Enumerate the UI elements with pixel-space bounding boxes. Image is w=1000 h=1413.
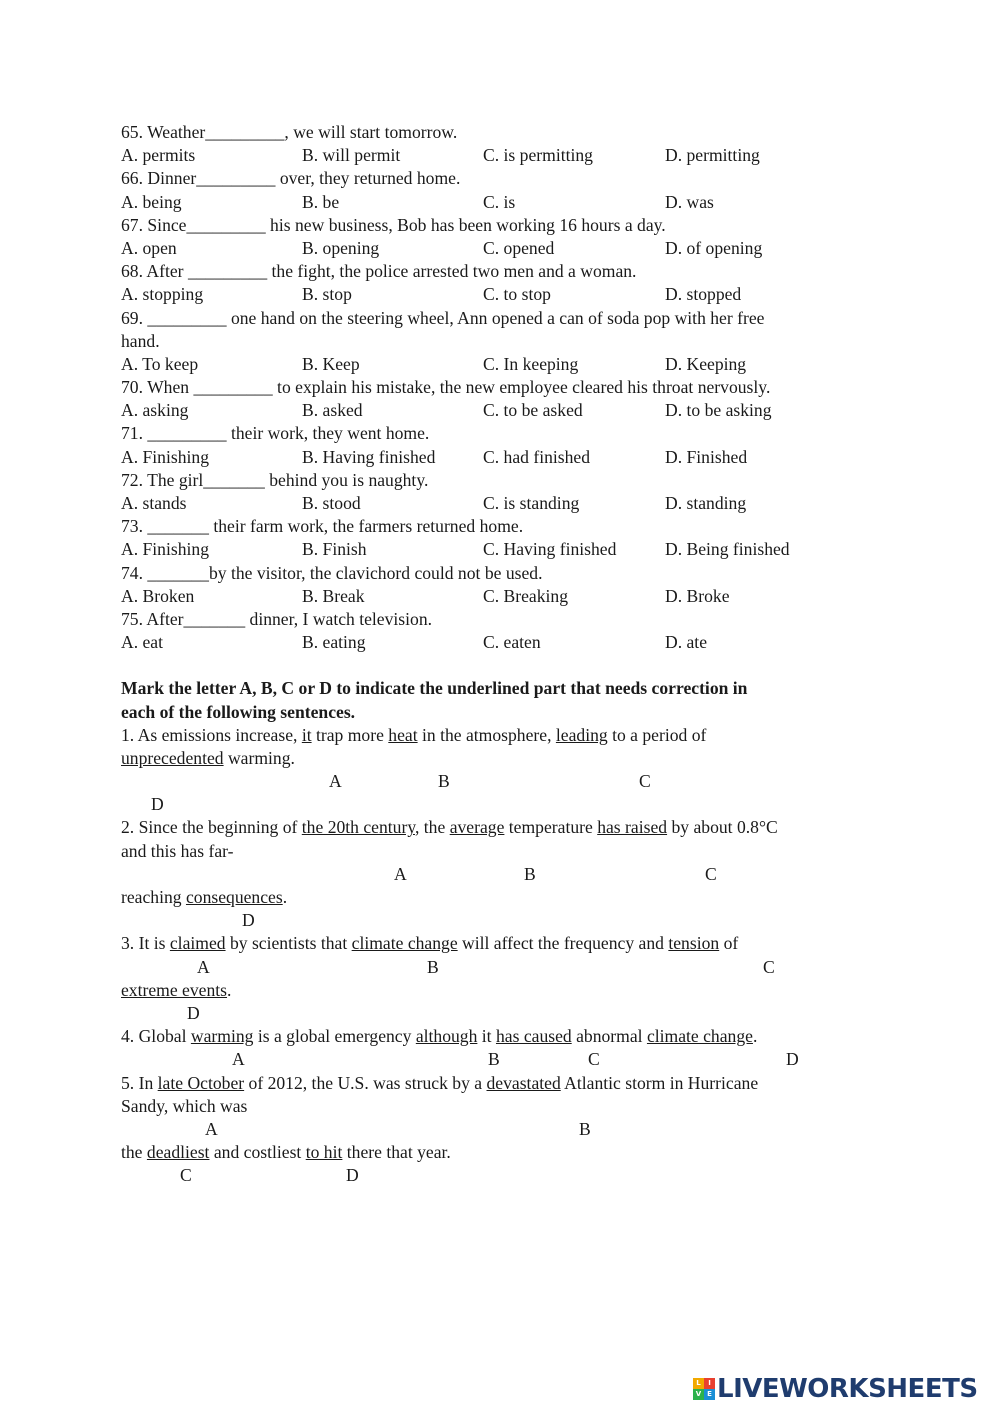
option-c[interactable]: C. to stop <box>483 284 551 305</box>
section-instruction <box>121 677 901 723</box>
underlined-part-a[interactable]: claimed <box>169 933 226 954</box>
letter-b: B <box>427 956 439 977</box>
option-a[interactable]: A. Broken <box>121 585 195 606</box>
underlined-part-b[interactable]: heat <box>388 724 418 745</box>
letter-a: A <box>232 1049 245 1070</box>
sentence-text: 5. In <box>121 1072 158 1093</box>
answer-letters <box>121 793 901 816</box>
question-stem: 65. Weather_________, we will start tomorrow. <box>121 122 458 142</box>
logo-mark-letter: V <box>693 1389 704 1400</box>
letter-d: D <box>151 794 164 815</box>
question-73 <box>121 515 901 561</box>
sentence-line <box>121 886 901 909</box>
question-71 <box>121 422 901 468</box>
option-b[interactable]: B. Finish <box>302 539 367 560</box>
sentence-text: by about 0.8°C <box>667 817 778 838</box>
letter-a: A <box>394 863 407 884</box>
question-stem: 70. When _________ to explain his mistake, the new employee cleared his throat nervously. <box>121 377 771 398</box>
question-70 <box>121 376 901 422</box>
sentence-text: temperature <box>504 817 598 838</box>
question-stem: 66. Dinner_________ over, they returned home. <box>121 168 461 189</box>
option-b[interactable]: B. Having finished <box>302 446 436 467</box>
option-d[interactable]: D. Being finished <box>665 539 790 560</box>
option-a[interactable]: A. stopping <box>121 284 204 305</box>
option-b[interactable]: B. will permit <box>302 145 401 166</box>
sentence-text: 1. As emissions increase, <box>121 724 302 745</box>
option-d[interactable]: D. Broke <box>665 585 730 606</box>
answer-options <box>121 585 901 608</box>
instruction-line: each of the following sentences. <box>121 701 356 722</box>
liveworksheets-logo <box>693 1376 978 1402</box>
question-72 <box>121 469 901 515</box>
option-a[interactable]: A. asking <box>121 400 189 421</box>
letter-a: A <box>197 956 210 977</box>
option-d[interactable]: D. stopped <box>665 284 742 305</box>
letter-a: A <box>205 1118 218 1139</box>
option-b[interactable]: B. opening <box>302 237 380 258</box>
underlined-part-a[interactable]: warming <box>190 1026 254 1047</box>
option-c[interactable]: C. In keeping <box>483 353 579 374</box>
logo-mark-letter: I <box>704 1378 715 1389</box>
answer-letters <box>121 909 901 932</box>
letter-a: A <box>329 771 342 792</box>
underlined-part-d[interactable]: unprecedented <box>121 747 224 768</box>
option-d[interactable]: D. standing <box>665 493 747 513</box>
option-c[interactable]: C. had finished <box>483 446 591 467</box>
logo-mark-icon <box>693 1378 715 1400</box>
option-a[interactable]: A. Finishing <box>121 446 209 467</box>
answer-letters <box>121 1002 901 1025</box>
underlined-part-a[interactable]: late October <box>157 1072 245 1093</box>
answer-letters <box>121 1164 901 1187</box>
letter-c: C <box>588 1049 600 1070</box>
worksheet-page <box>121 121 901 1187</box>
sentence-line: Sandy, which was <box>121 1095 248 1116</box>
sentence-line <box>121 1141 901 1164</box>
question-67 <box>121 214 901 260</box>
question-stem: 67. Since_________ his new business, Bob has been working 16 hours a day. <box>121 214 666 235</box>
question-66 <box>121 167 901 213</box>
option-b[interactable]: B. eating <box>302 632 366 653</box>
question-stem: 75. After_______ dinner, I watch television. <box>121 608 433 629</box>
question-stem: 68. After _________ the fight, the police arrested two men and a woman. <box>121 261 637 282</box>
underlined-part-c[interactable]: leading <box>555 724 608 745</box>
option-c[interactable]: C. Breaking <box>483 585 569 606</box>
question-68 <box>121 260 901 306</box>
sentence-line <box>121 979 901 1002</box>
underlined-part-c[interactable]: has caused <box>495 1026 572 1047</box>
underlined-part-d[interactable]: climate change <box>646 1026 753 1047</box>
option-d[interactable]: D. ate <box>665 632 708 653</box>
option-a[interactable]: A. To keep <box>121 353 199 374</box>
letter-c: C <box>639 771 651 792</box>
option-c[interactable]: C. is permitting <box>483 145 593 166</box>
sentence-text: is a global emergency <box>253 1026 416 1047</box>
option-d[interactable]: D. of opening <box>665 237 763 258</box>
option-b[interactable]: B. stood <box>302 493 361 513</box>
error-sentence-5 <box>121 1072 901 1188</box>
sentence-text: reaching <box>121 887 186 907</box>
letter-c: C <box>763 956 775 977</box>
letter-d: D <box>346 1165 359 1186</box>
underlined-part-b[interactable]: devastated <box>486 1072 561 1093</box>
sentence-line <box>121 724 901 747</box>
option-d[interactable]: D. permitting <box>665 145 760 166</box>
logo-text: LIVEWORKSHEETS <box>717 1374 978 1404</box>
option-c[interactable]: C. opened <box>483 237 555 258</box>
sentence-text: 2. Since the beginning of <box>121 817 302 838</box>
underlined-part-a[interactable]: it <box>301 724 312 745</box>
sentence-text: 3. It is <box>121 933 170 954</box>
option-b[interactable]: B. stop <box>302 284 352 305</box>
logo-mark-letter: E <box>704 1389 715 1400</box>
sentence-line <box>121 1072 901 1095</box>
letter-b: B <box>579 1118 591 1139</box>
sentence-text: . <box>282 887 288 907</box>
sentence-line <box>121 816 901 839</box>
option-c[interactable]: C. to be asked <box>483 400 583 421</box>
answer-options <box>121 283 901 306</box>
option-d[interactable]: D. Keeping <box>665 353 747 374</box>
underlined-part-a[interactable]: the 20th century <box>301 817 415 838</box>
letter-b: B <box>488 1049 500 1070</box>
sentence-text: it <box>477 1026 496 1047</box>
answer-options <box>121 237 901 260</box>
sentence-line: and this has far- <box>121 840 234 861</box>
question-75 <box>121 608 901 654</box>
underlined-part-c[interactable]: has raised <box>597 817 668 838</box>
sentence-text: to a period of <box>607 724 707 745</box>
sentence-line <box>121 932 901 955</box>
underlined-part-b[interactable]: average <box>449 817 505 838</box>
sentence-text: warming. <box>223 747 295 768</box>
option-c[interactable]: C. is <box>483 191 516 212</box>
underlined-part-d[interactable]: to hit <box>305 1142 343 1163</box>
option-a[interactable]: A. open <box>121 237 177 258</box>
sentence-text: the <box>121 1142 147 1163</box>
sentence-text: abnormal <box>571 1026 647 1047</box>
option-a[interactable]: A. eat <box>121 632 164 653</box>
answer-options <box>121 631 901 654</box>
sentence-text: . <box>227 979 232 1000</box>
underlined-part-d[interactable]: extreme events <box>121 979 228 1000</box>
answer-options <box>121 353 901 376</box>
option-b[interactable]: B. Break <box>302 585 365 606</box>
question-stem-continued: hand. <box>121 330 160 351</box>
sentence-text: of 2012, the U.S. was struck by a <box>244 1072 487 1093</box>
option-a[interactable]: A. permits <box>121 145 196 166</box>
question-stem: 69. _________ one hand on the steering wheel, Ann opened a can of soda pop with her free <box>121 307 765 328</box>
underlined-part-b[interactable]: although <box>415 1026 478 1047</box>
question-65 <box>121 121 901 167</box>
option-c[interactable]: C. is standing <box>483 493 580 513</box>
sentence-text: by scientists that <box>225 933 352 954</box>
sentence-text: there that year. <box>342 1142 451 1163</box>
answer-options <box>121 492 901 515</box>
question-stem: 71. _________ their work, they went home. <box>121 423 430 444</box>
logo-mark-letter: L <box>693 1378 704 1389</box>
answer-options <box>121 191 901 214</box>
option-c[interactable]: C. eaten <box>483 632 541 653</box>
answer-options <box>121 144 901 167</box>
underlined-part-d[interactable]: consequences <box>185 887 283 907</box>
question-stem: 74. _______by the visitor, the clavichord could not be used. <box>121 562 543 583</box>
option-a[interactable]: A. being <box>121 191 182 212</box>
letter-b: B <box>438 771 450 792</box>
sentence-text: will affect the frequency and <box>457 933 669 954</box>
underlined-part-c[interactable]: tension <box>668 933 720 954</box>
option-d[interactable]: D. was <box>665 191 714 212</box>
option-d[interactable]: D. Finished <box>665 446 748 467</box>
answer-letters <box>121 1118 901 1141</box>
underlined-part-b[interactable]: climate change <box>351 933 458 954</box>
option-d[interactable]: D. to be asking <box>665 400 772 421</box>
sentence-text: . <box>752 1026 758 1047</box>
letter-d: D <box>786 1049 799 1070</box>
answer-letters <box>121 956 901 979</box>
option-a[interactable]: A. Finishing <box>121 539 209 560</box>
error-sentence-3 <box>121 932 901 1025</box>
sentence-text: trap more <box>311 724 389 745</box>
question-74 <box>121 562 901 608</box>
question-69 <box>121 307 901 377</box>
option-b[interactable]: B. be <box>302 191 340 212</box>
question-stem: 73. _______ their farm work, the farmers returned home. <box>121 516 524 537</box>
answer-letters <box>121 863 901 886</box>
question-stem: 72. The girl_______ behind you is naughty. <box>121 469 429 490</box>
answer-letters <box>121 1048 901 1071</box>
option-a[interactable]: A. stands <box>121 493 187 513</box>
sentence-text: in the atmosphere, <box>417 724 556 745</box>
answer-options <box>121 399 901 422</box>
underlined-part-c[interactable]: deadliest <box>146 1142 210 1163</box>
sentence-text: Atlantic storm in Hurricane <box>560 1072 759 1093</box>
option-b[interactable]: B. asked <box>302 400 363 421</box>
error-sentence-2 <box>121 816 901 932</box>
sentence-line <box>121 1025 901 1048</box>
letter-c: C <box>180 1165 192 1186</box>
option-b[interactable]: B. Keep <box>302 353 360 374</box>
error-sentence-1 <box>121 724 901 817</box>
letter-d: D <box>242 910 255 931</box>
sentence-text: of <box>719 933 739 954</box>
option-c[interactable]: C. Having finished <box>483 539 617 560</box>
letter-b: B <box>524 863 536 884</box>
answer-options <box>121 538 901 561</box>
sentence-line <box>121 747 901 770</box>
letter-d: D <box>187 1002 200 1023</box>
section-spacer <box>121 654 901 677</box>
instruction-line: Mark the letter A, B, C or D to indicate the underlined part that needs correction in <box>121 678 748 699</box>
error-sentence-4 <box>121 1025 901 1071</box>
sentence-text: 4. Global <box>121 1026 191 1047</box>
sentence-text: , the <box>414 817 450 838</box>
answer-letters <box>121 770 901 793</box>
sentence-text: and costliest <box>209 1142 306 1163</box>
answer-options <box>121 446 901 469</box>
letter-c: C <box>705 863 717 884</box>
